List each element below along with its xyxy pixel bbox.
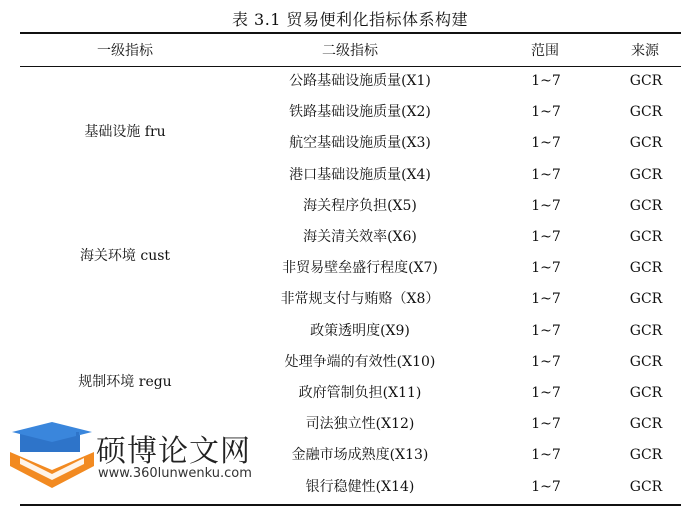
- indicator-source: GCR: [629, 197, 663, 214]
- indicator-name: 非贸易壁垒盛行程度(X7): [282, 260, 438, 277]
- table-row: [20, 160, 681, 191]
- indicator-source: GCR: [629, 135, 663, 152]
- table-row: [20, 316, 681, 347]
- indicator-name: 公路基础设施质量(X1): [289, 73, 431, 89]
- indicator-name: 金融市场成熟度(X13): [291, 447, 429, 464]
- indicator-source: GCR: [629, 291, 663, 308]
- indicator-name: 政策透明度(X9): [310, 322, 410, 339]
- table-row: [20, 128, 681, 159]
- indicator-range: 1~7: [531, 385, 561, 401]
- table-row: [20, 97, 681, 128]
- indicator-range: 1~7: [531, 197, 561, 214]
- indicator-name: 海关程序负担(X5): [303, 197, 417, 214]
- indicator-range: 1~7: [531, 104, 561, 121]
- indicator-range: 1~7: [531, 416, 561, 433]
- indicator-name: 航空基础设施质量(X3): [289, 135, 431, 152]
- table-row: [20, 66, 681, 97]
- indicator-name: 铁路基础设施质量(X2): [289, 104, 431, 121]
- header-level1: 一级指标: [97, 43, 153, 59]
- indicator-source: GCR: [629, 260, 663, 277]
- indicator-name: 处理争端的有效性(X10): [284, 353, 436, 370]
- indicator-source: GCR: [629, 73, 663, 89]
- indicator-name: 海关清关效率(X6): [303, 229, 417, 245]
- indicator-range: 1~7: [531, 478, 561, 495]
- header-level2: 二级指标: [322, 43, 378, 59]
- indicator-name: 司法独立性(X12): [305, 416, 415, 433]
- indicator-name: 政府管制负担(X11): [298, 385, 422, 401]
- table-top-rule: [20, 32, 681, 34]
- watermark-url: www.360lunwenku.com: [98, 466, 252, 481]
- table-row: [20, 191, 681, 222]
- indicator-source: GCR: [629, 104, 663, 121]
- indicator-name: 港口基础设施质量(X4): [289, 166, 431, 183]
- indicator-source: GCR: [629, 478, 663, 495]
- indicator-range: 1~7: [531, 73, 561, 89]
- graduation-cap-logo-icon: [10, 422, 100, 494]
- indicator-source: GCR: [629, 322, 663, 339]
- indicator-range: 1~7: [531, 260, 561, 277]
- group-label-infrastructure: 基础设施 fru: [84, 124, 166, 140]
- header-source: 来源: [631, 43, 659, 59]
- table-row: [20, 284, 681, 315]
- group-label-regulation: 规制环境 regu: [78, 374, 172, 390]
- indicator-name: 银行稳健性(X14): [305, 478, 415, 495]
- indicator-range: 1~7: [531, 353, 561, 370]
- table-row: [20, 253, 681, 284]
- table-row: [20, 347, 681, 378]
- watermark-title: 硕博论文网: [96, 434, 251, 469]
- indicator-range: 1~7: [531, 291, 561, 308]
- watermark: [10, 418, 270, 498]
- table-row: [20, 222, 681, 253]
- header-range: 范围: [531, 43, 559, 59]
- table-row: [20, 378, 681, 409]
- indicator-source: GCR: [629, 385, 663, 401]
- indicator-range: 1~7: [531, 322, 561, 339]
- indicator-name: 非常规支付与贿赂（X8）: [280, 291, 440, 308]
- indicator-source: GCR: [629, 353, 663, 370]
- table-bottom-rule: [20, 504, 681, 506]
- indicator-source: GCR: [629, 447, 663, 464]
- indicator-range: 1~7: [531, 166, 561, 183]
- indicator-range: 1~7: [531, 447, 561, 464]
- indicator-source: GCR: [629, 229, 663, 245]
- table-caption: 表 3.1 贸易便利化指标体系构建: [231, 10, 469, 29]
- group-label-customs: 海关环境 cust: [79, 248, 171, 264]
- indicator-source: GCR: [629, 416, 663, 433]
- indicator-range: 1~7: [531, 229, 561, 245]
- indicator-range: 1~7: [531, 135, 561, 152]
- indicator-source: GCR: [629, 166, 663, 183]
